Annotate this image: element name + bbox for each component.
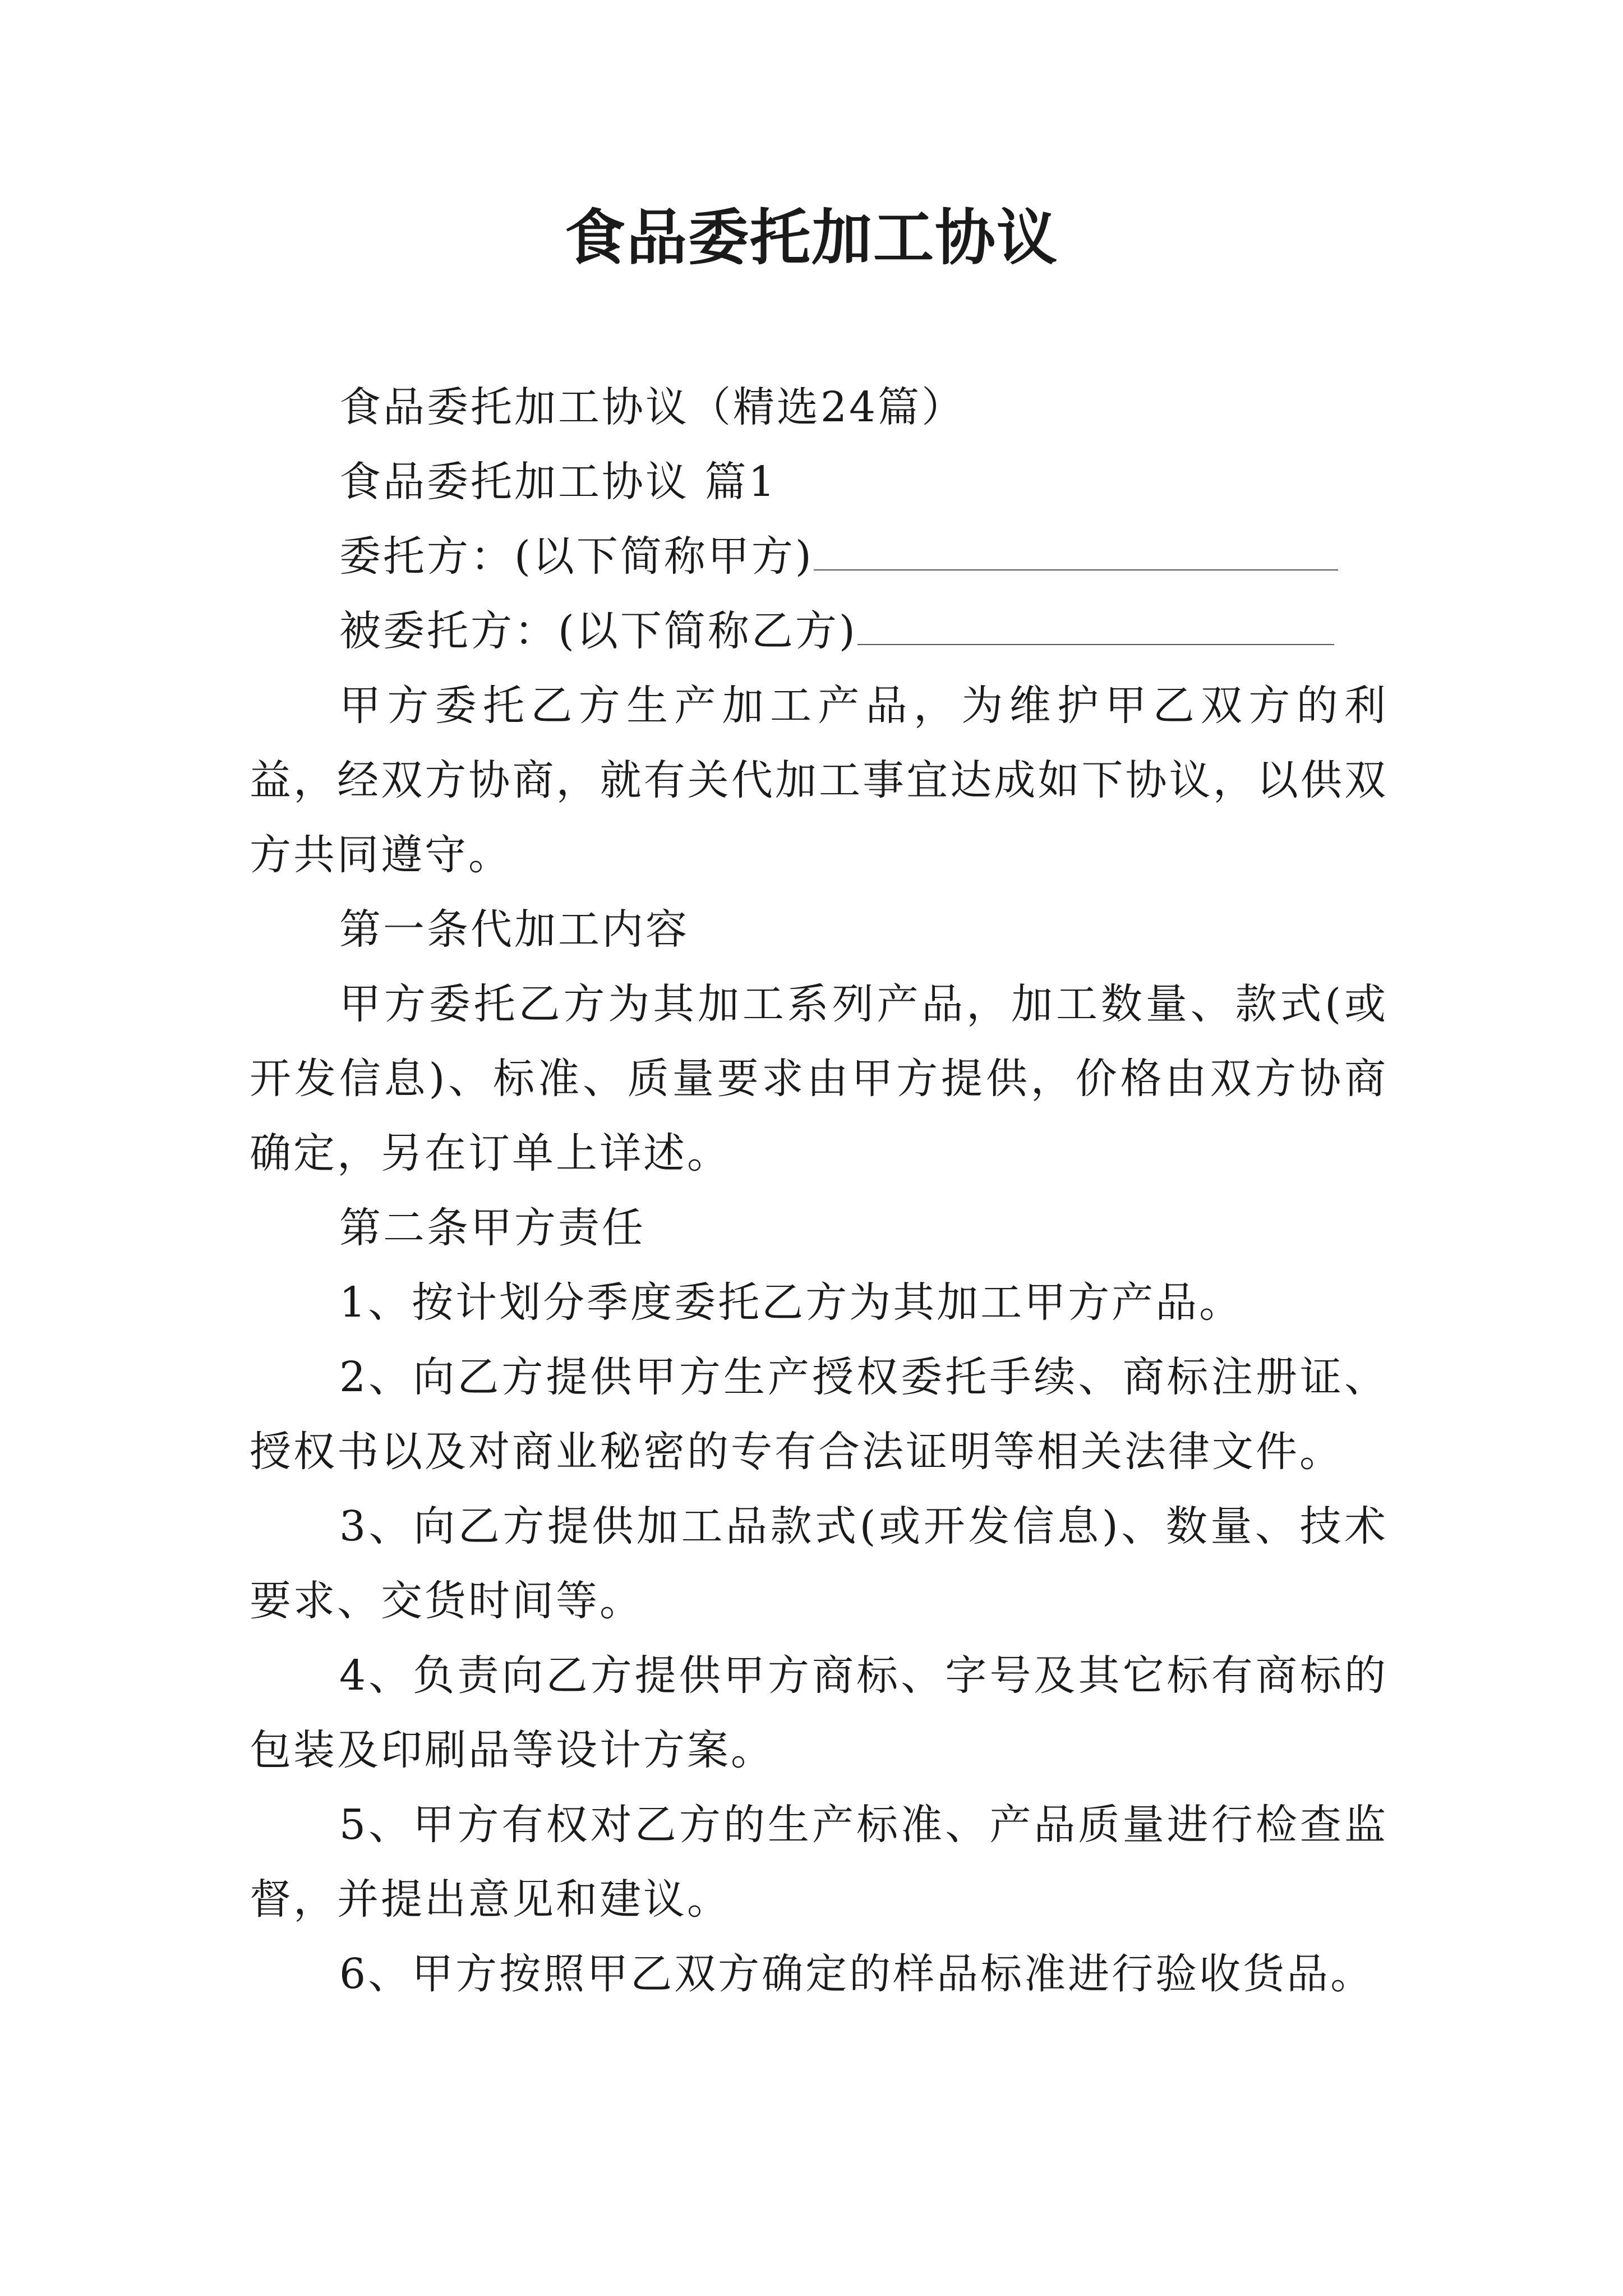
paragraph-clause-1: 1、按计划分季度委托乙方为其加工甲方产品。 — [339, 1278, 1243, 1327]
paragraph-section-heading: 食品委托加工协议 篇1 — [339, 458, 777, 506]
paragraph-clause-5: 5、甲方有权对乙方的生产标准、产品质量进行检查监督，并提出意见和建议。 — [250, 1801, 1388, 1924]
paragraph-clause-3: 3、向乙方提供加工品款式(或开发信息)、数量、技术要求、交货时间等。 — [250, 1502, 1388, 1625]
party-a-blank-line — [814, 530, 1338, 570]
paragraph-subtitle: 食品委托加工协议（精选24篇） — [339, 383, 966, 431]
paragraph-preamble: 甲方委托乙方生产加工产品，为维护甲乙双方的利益，经双方协商，就有关代加工事宜达成如下协议，以供双方共同遵守。 — [250, 682, 1388, 879]
paragraph-clause-2: 2、向乙方提供甲方生产授权委托手续、商标注册证、授权书以及对商业秘密的专有合法证明等相关法律文件。 — [250, 1353, 1388, 1476]
paragraph-clause-6: 6、甲方按照甲乙双方确定的样品标准进行验收货品。 — [339, 1950, 1375, 1998]
party-b-label: 被委托方：(以下简称乙方) — [339, 607, 857, 655]
document-title: 食品委托加工协议 — [564, 203, 1058, 273]
party-a-label: 委托方：(以下简称甲方) — [339, 532, 814, 581]
paragraph-party-b — [250, 594, 1388, 669]
paragraph-article-1-heading: 第一条代加工内容 — [339, 905, 689, 954]
paragraph-party-a — [250, 519, 1388, 594]
paragraph-article-1-body: 甲方委托乙方为其加工系列产品，加工数量、款式(或开发信息)、标准、质量要求由甲方提供，价格由双方协商确定，另在订单上详述。 — [250, 980, 1388, 1177]
paragraph-clause-4: 4、负责向乙方提供甲方商标、字号及其它标有商标的包装及印刷品等设计方案。 — [250, 1651, 1388, 1774]
party-b-blank-line — [857, 605, 1334, 645]
paragraph-article-2-heading: 第二条甲方责任 — [339, 1204, 645, 1252]
document-body — [250, 370, 1388, 2012]
